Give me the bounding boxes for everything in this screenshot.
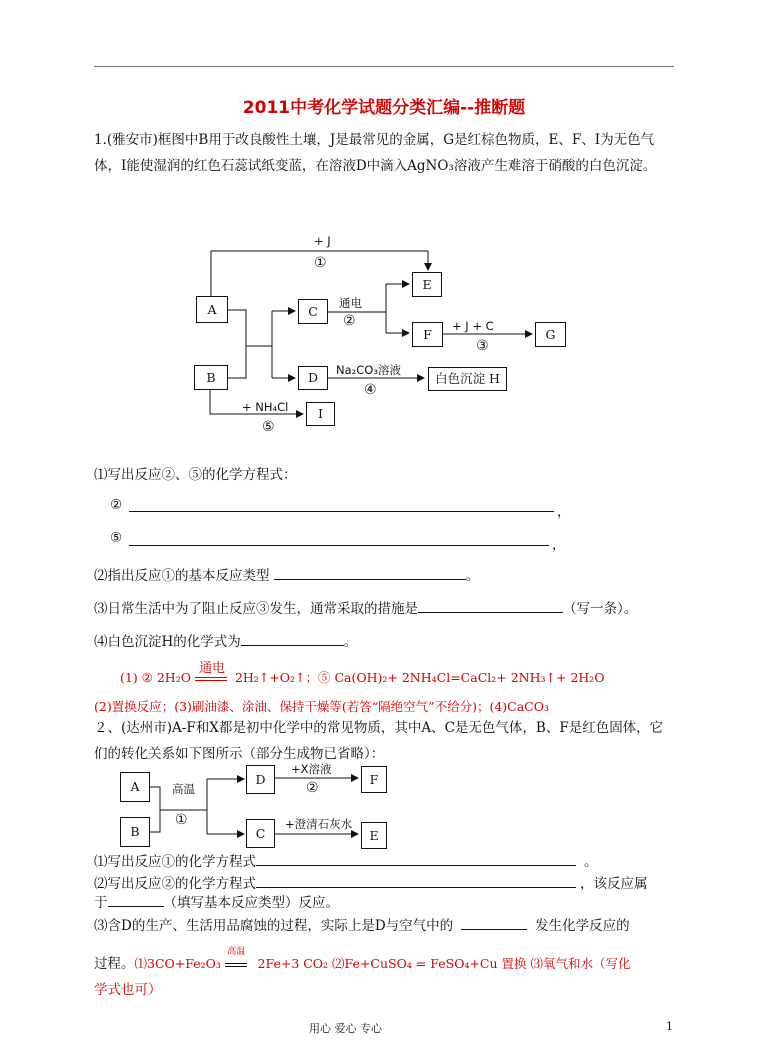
q2-label-r2: ② <box>306 780 319 796</box>
q2-node-d: D <box>246 765 275 794</box>
q2-sub3-blank[interactable] <box>461 915 527 930</box>
q2-sub2-end: ，该反应属 <box>580 876 648 892</box>
q2-condition-text: 高温 <box>227 947 246 957</box>
node-i: I <box>306 402 335 426</box>
q2-answer-b: 2Fe+3 CO₂ ⑵Fe+CuSO₄ = FeSO₄+Cu 置换 ⑶氧气和水（写化 <box>257 956 631 971</box>
high-temp-condition <box>225 947 253 972</box>
q2-answer-prefix: 过程。 <box>94 956 135 972</box>
q2-sub1-end: 。 <box>584 854 598 870</box>
q2-sub2b <box>94 891 339 911</box>
page-title: 2011中考化学试题分类汇编--推断题 <box>242 98 526 118</box>
label-plus-j-c: + J + C <box>452 319 494 333</box>
q2-node-b: B <box>120 817 150 847</box>
q1-sub2-end: 。 <box>465 568 480 584</box>
q2-node-a: A <box>120 772 150 802</box>
q1-sub1-b-label: ⑤ <box>110 530 123 546</box>
q2-sub3-text: ⑶含D的生产、生活用品腐蚀的过程，实际上是D与空气中的 <box>94 918 454 934</box>
q2-label-r1: ① <box>175 812 188 828</box>
label-r5: ⑤ <box>262 419 275 435</box>
q1-sub4-text: ⑷白色沉淀H的化学式为 <box>94 634 241 650</box>
q2-label-limewater: +澄清石灰水 <box>285 817 353 831</box>
label-plus-j: + J <box>314 234 331 248</box>
q1-answer-2: (2)置换反应；(3)刷油漆、涂油、保持干燥等(若答“隔绝空气”不给分)；(4)CaCO₃ <box>94 699 549 714</box>
q1-answer-1-a: (1) ② 2H₂O <box>120 670 191 685</box>
label-r3: ③ <box>476 338 489 354</box>
label-electrolysis: 通电 <box>339 296 362 310</box>
q1-sub4-end: 。 <box>343 634 358 650</box>
q2-sub2-text: ⑵写出反应②的化学方程式 <box>94 876 256 892</box>
q1-sub3-text: ⑶日常生活中为了阻止反应③发生，通常采取的措施是 <box>94 601 418 617</box>
q1-sub3-end: （写一条）。 <box>563 601 638 617</box>
q2-sub1-text: ⑴写出反应①的化学方程式 <box>94 854 256 870</box>
q2-sub3-end: 发生化学反应的 <box>535 918 630 934</box>
q2-node-f: F <box>361 766 387 793</box>
label-r1: ① <box>314 255 327 271</box>
q1-sub1: ⑴写出反应②、⑤的化学方程式： <box>94 467 297 483</box>
comma-2: ， <box>552 537 566 553</box>
q1-intro: 1.(雅安市)框图中B用于改良酸性土壤，J是最常见的金属，G是红棕色物质，E、F、I为无色气体，I能使湿润的红色石蕊试纸变蓝，在溶液D中滴入AgNO₃溶液产生难溶于硝酸的白色沉淀。 <box>94 132 657 174</box>
node-h: 白色沉淀 H <box>428 367 507 391</box>
label-r4: ④ <box>364 382 377 398</box>
node-d: D <box>298 366 328 390</box>
q2-intro: ２、(达州市)A-F和X都是初中化学中的常见物质，其中A、C是无色气体，B、F是红色固体，它们的转化关系如下图所示（部分生成物已省略）： <box>94 720 664 762</box>
q2-answer-a: ⑴3CO+Fe₂O₃ <box>134 956 221 971</box>
node-f: F <box>412 322 443 347</box>
q1-sub1-a-label: ② <box>110 497 123 513</box>
q2-node-e: E <box>361 822 387 849</box>
node-b: B <box>194 365 228 390</box>
q2-sub1 <box>94 850 598 870</box>
comma-1: ， <box>557 504 571 520</box>
condition-text: 通电 <box>198 661 225 676</box>
q2-sub1-blank[interactable] <box>256 851 576 866</box>
node-g: G <box>535 322 566 347</box>
page-number: 1 <box>666 1020 673 1033</box>
q1-answer-1-b: 2H₂↑+O₂↑；⑤ Ca(OH)₂+ 2NH₄Cl=CaCl₂+ 2NH₃↑+ 2H₂O <box>234 670 605 685</box>
q2-sub2b-text: 于 <box>94 895 108 911</box>
node-e: E <box>412 272 442 297</box>
q2-sub2 <box>94 872 648 892</box>
q2-answer <box>94 947 631 972</box>
label-r2: ② <box>343 313 356 329</box>
q2-label-high-temp: 高温 <box>172 782 195 796</box>
q2-label-x-solution: +X溶液 <box>291 762 332 776</box>
q1-sub2-text: ⑵指出反应①的基本反应类型 <box>94 568 270 584</box>
q2-sub2-blank[interactable] <box>256 873 576 888</box>
q2-equals-sign <box>225 963 247 967</box>
q2-sub3 <box>94 914 630 934</box>
q2-sub2b-blank[interactable] <box>108 892 164 907</box>
q2-sub2b-end: （填写基本反应类型）反应。 <box>163 895 339 911</box>
q2-node-c: C <box>246 819 275 848</box>
label-na2co3: Na₂CO₃溶液 <box>336 363 401 377</box>
footer-motto: 用心 爱心 专心 <box>309 1022 382 1035</box>
q2-answer-c: 学式也可） <box>94 982 162 998</box>
label-nh4cl: + NH₄Cl <box>242 400 289 414</box>
node-a: A <box>196 296 228 323</box>
node-c: C <box>298 299 328 324</box>
